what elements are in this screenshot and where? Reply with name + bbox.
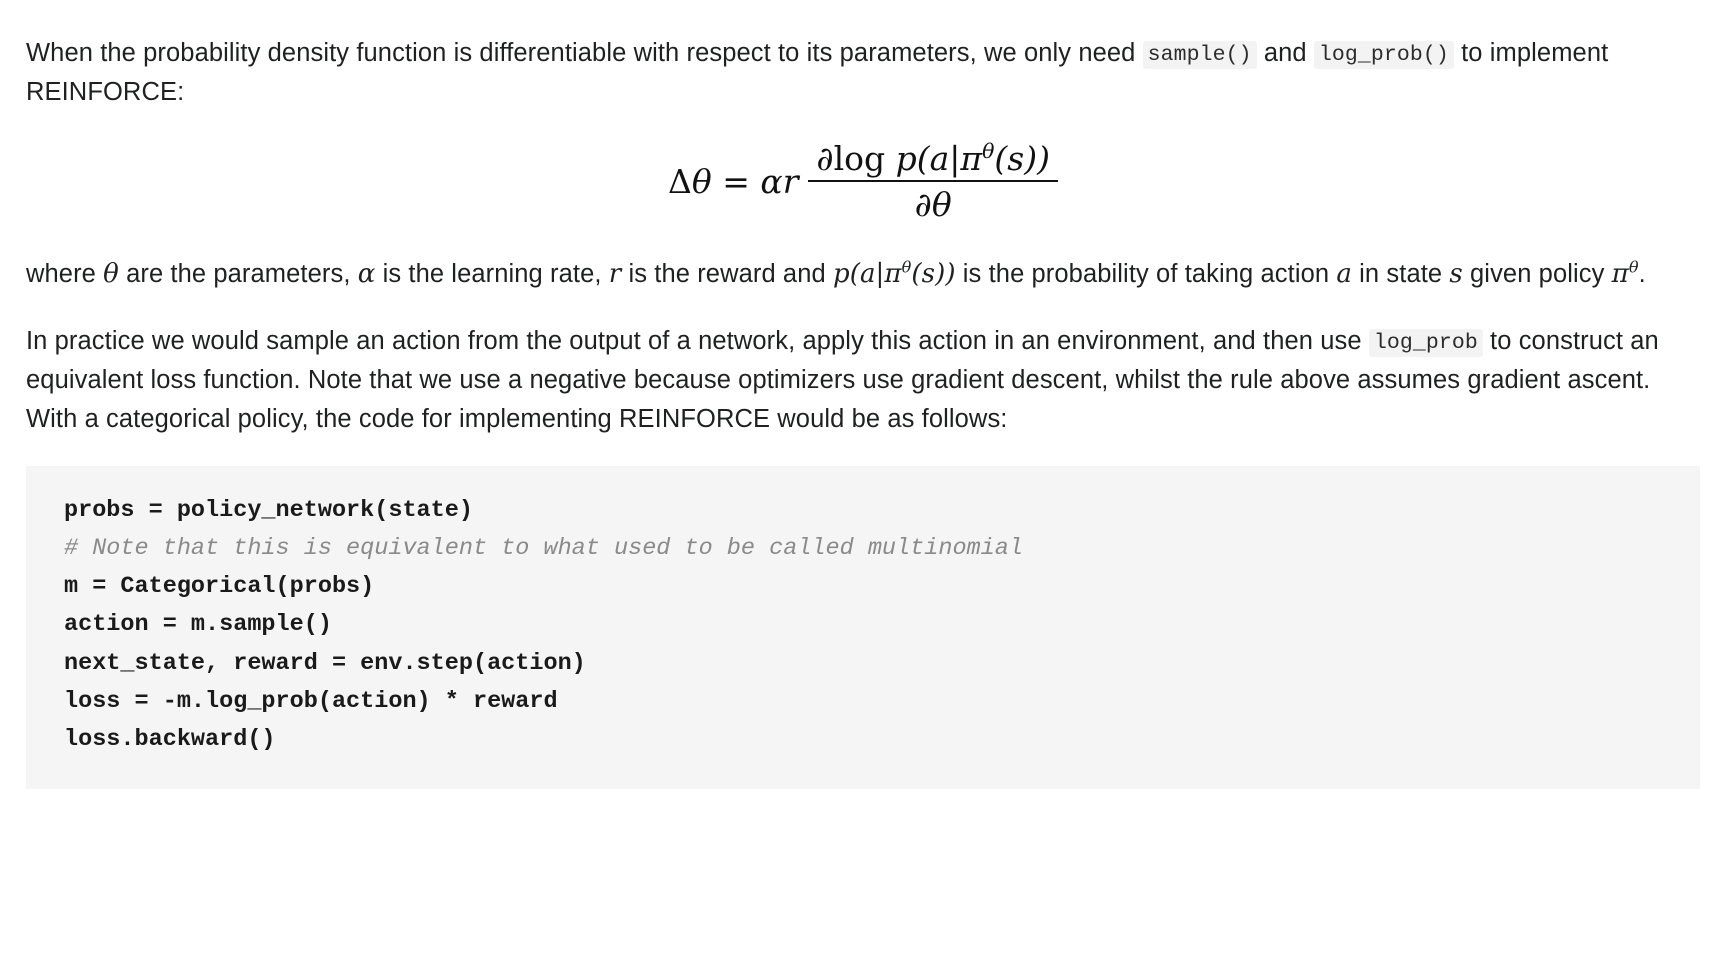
equation-delta: Δ [668, 161, 692, 201]
code-line-6: loss = -m.log_prob(action) * reward [64, 687, 558, 715]
where-seg-8: . [1638, 259, 1646, 288]
inline-code-sample: sample() [1143, 41, 1257, 69]
where-seg-6: in state [1359, 259, 1443, 288]
equation-equals: = [722, 161, 750, 201]
equation-theta: θ [691, 161, 712, 201]
practice-text-2: to construct an equivalent loss function. Note that we use a negative because optimizers use gradient descent, whilst the rule above assumes gradient ascent. With a categorical policy, the code for implementing REINFORCE would be as follows: [26, 327, 1659, 433]
math-probability-theta: θ [901, 256, 912, 276]
where-seg-5: is the probability of taking action [962, 259, 1330, 288]
equation-denominator [907, 182, 960, 224]
numerator-log: log [833, 138, 886, 178]
where-seg-3: is the learning rate, [382, 259, 602, 288]
math-probability-open: p(a|π [832, 258, 902, 289]
denominator-partial: ∂ [914, 184, 932, 224]
paragraph-intro [26, 34, 1700, 112]
numerator-theta-sup: θ [982, 138, 995, 163]
math-policy-pi-symbol: π [1611, 258, 1629, 289]
where-seg-7: given policy [1470, 259, 1605, 288]
equation-numerator [808, 138, 1057, 180]
equation-fraction [808, 138, 1057, 224]
paragraph-where [26, 255, 1700, 295]
math-policy-pi [1611, 256, 1639, 289]
paragraph-practice [26, 322, 1700, 438]
equation-r: r [782, 161, 799, 201]
math-probability-close: (s)) [911, 258, 956, 289]
math-alpha: α [357, 258, 376, 289]
where-seg-2: are the parameters, [126, 259, 351, 288]
math-probability [832, 256, 956, 289]
paragraph-intro-text-1: When the probability density function is differentiable with respect to its parameters, we only need [26, 39, 1136, 67]
paragraph-intro-conjunction: and [1263, 39, 1307, 67]
code-block-content [64, 492, 1662, 758]
where-seg-1: where [26, 259, 96, 288]
inline-code-log-prob-2: log_prob [1369, 329, 1483, 357]
math-policy-pi-theta: θ [1628, 256, 1639, 276]
code-line-2-comment: # Note that this is equivalent to what used to be called multinomial [64, 535, 1023, 563]
math-state-s: s [1449, 258, 1463, 289]
equation-block [26, 138, 1700, 224]
code-line-7: loss.backward() [64, 725, 276, 753]
math-action-a: a [1336, 258, 1352, 289]
denominator-theta: θ [931, 184, 952, 224]
where-seg-4: is the reward and [628, 259, 826, 288]
practice-text-1: In practice we would sample an action from the output of a network, apply this action in an environment, and then use [26, 327, 1362, 356]
math-r: r [608, 258, 622, 289]
reinforce-equation [668, 138, 1058, 224]
code-block [26, 466, 1700, 788]
math-theta: θ [103, 258, 119, 289]
code-line-3: m = Categorical(probs) [64, 573, 375, 601]
inline-code-log-prob: log_prob() [1314, 41, 1454, 69]
code-line-4: action = m.sample() [64, 611, 332, 639]
equation-alpha: α [760, 161, 783, 201]
paragraph-intro-text-2: to implement REINFORCE: [26, 39, 1609, 106]
code-line-5: next_state, reward = env.step(action) [64, 649, 586, 677]
numerator-end: (s)) [994, 138, 1050, 178]
numerator-p: p(a|π [895, 138, 983, 178]
equation-left-side [668, 161, 799, 201]
numerator-partial: ∂ [816, 138, 834, 178]
code-line-1: probs = policy_network(state) [64, 497, 473, 525]
